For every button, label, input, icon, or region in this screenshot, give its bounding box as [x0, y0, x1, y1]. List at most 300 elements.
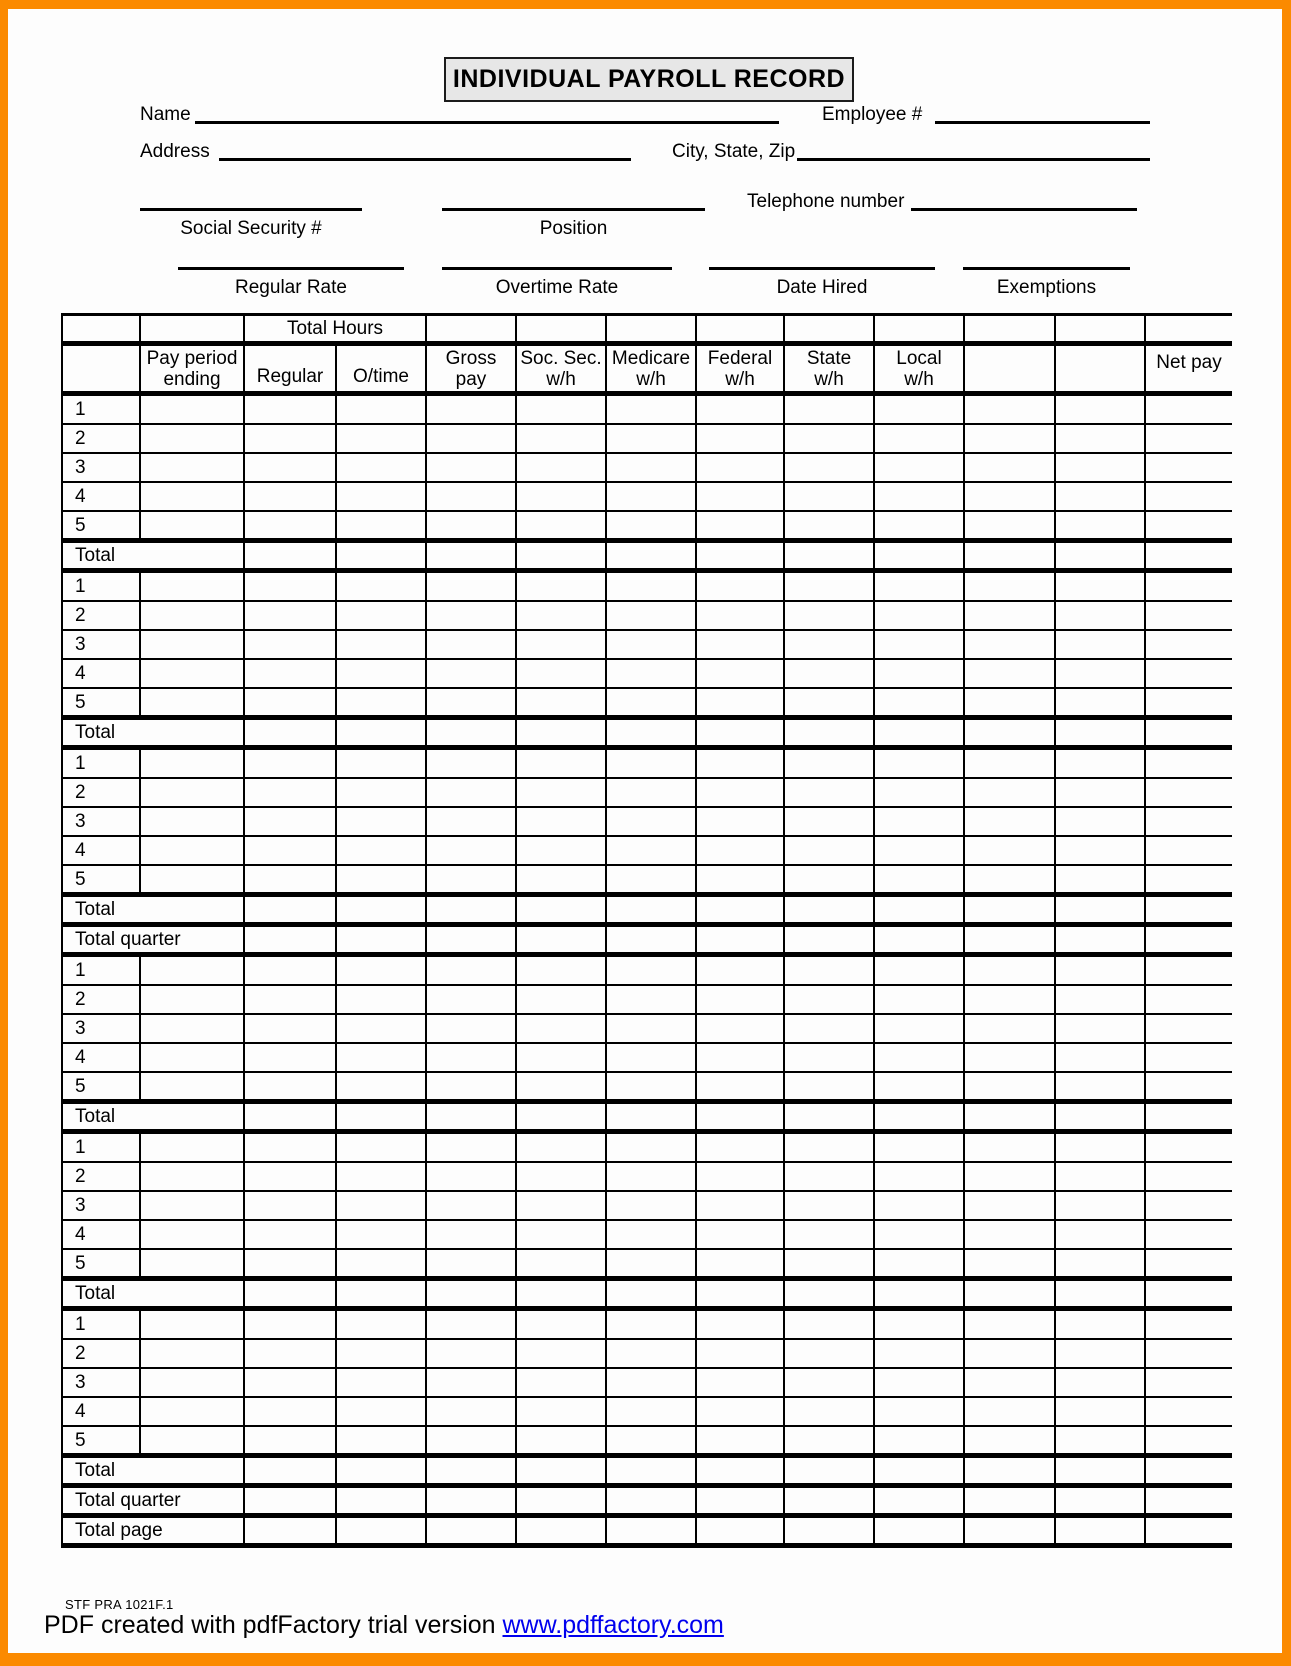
col-header-regular-hours: Regular	[245, 346, 337, 391]
blank-cell-net-pay	[1146, 454, 1232, 481]
blank-cell-blank-2	[1056, 602, 1146, 629]
blank-cell-soc-sec-wh	[517, 986, 607, 1013]
blank-cell-federal-wh	[697, 1518, 785, 1543]
blank-cell-state-wh	[785, 1192, 875, 1219]
blank-cell-soc-sec-wh	[517, 1488, 607, 1513]
blank-cell-blank-1	[965, 986, 1056, 1013]
period-row-1-block-2	[63, 573, 1232, 602]
blank-cell-pay-period-ending	[141, 866, 245, 892]
blank-cell-regular-hours	[245, 1369, 337, 1396]
row-number-cell: 2	[63, 986, 141, 1013]
blank-cell-gross-pay	[427, 1458, 517, 1483]
blank-cell-regular-hours	[245, 1398, 337, 1425]
blank-cell-otime-hours	[337, 512, 427, 538]
blank-cell-otime-hours	[337, 483, 427, 510]
blank-cell-blank-2	[1056, 483, 1146, 510]
blank-cell-regular-hours	[245, 779, 337, 806]
blank-cell-local-wh	[875, 1427, 965, 1453]
blank-cell-blank-2	[1056, 1104, 1146, 1129]
blank-cell-gross-pay	[427, 660, 517, 687]
row-number-cell: 4	[63, 483, 141, 510]
blank-cell-regular-hours	[245, 425, 337, 452]
blank-cell-blank-1	[965, 425, 1056, 452]
blank-cell-medicare-wh	[607, 1311, 697, 1338]
blank-cell-state-wh	[785, 1163, 875, 1190]
overtime-rate-label: Overtime Rate	[495, 277, 619, 298]
blank-cell-medicare-wh	[607, 957, 697, 984]
blank-cell-federal-wh	[697, 1221, 785, 1248]
blank-cell-blank-2	[1056, 1163, 1146, 1190]
th-spacer-gross-pay	[427, 316, 517, 341]
blank-cell-federal-wh	[697, 927, 785, 952]
exemptions-fill-line	[963, 267, 1130, 270]
blank-cell-blank-1	[965, 483, 1056, 510]
blank-cell-net-pay	[1146, 866, 1232, 892]
row-number-cell: 1	[63, 957, 141, 984]
blank-cell-federal-wh	[697, 1488, 785, 1513]
blank-cell-blank-2	[1056, 1340, 1146, 1367]
blank-cell-federal-wh	[697, 897, 785, 922]
blank-cell-federal-wh	[697, 660, 785, 687]
blank-cell-medicare-wh	[607, 837, 697, 864]
row-number-cell: 2	[63, 1163, 141, 1190]
blank-cell-medicare-wh	[607, 483, 697, 510]
blank-cell-gross-pay	[427, 927, 517, 952]
blank-cell-net-pay	[1146, 1369, 1232, 1396]
blank-cell-local-wh	[875, 808, 965, 835]
period-row-3-block-4	[63, 1015, 1232, 1044]
ssn-fill-line	[140, 208, 362, 211]
row-number-cell: 1	[63, 1311, 141, 1338]
blank-cell-medicare-wh	[607, 1163, 697, 1190]
row-number-cell: 4	[63, 837, 141, 864]
total-quarter-label-cell: Total quarter	[63, 1488, 245, 1513]
blank-cell-net-pay	[1146, 1163, 1232, 1190]
blank-cell-gross-pay	[427, 720, 517, 745]
blank-cell-local-wh	[875, 425, 965, 452]
blank-cell-regular-hours	[245, 1340, 337, 1367]
blank-cell-medicare-wh	[607, 927, 697, 952]
blank-cell-blank-1	[965, 1250, 1056, 1276]
blank-cell-state-wh	[785, 957, 875, 984]
blank-cell-blank-1	[965, 1398, 1056, 1425]
blank-cell-medicare-wh	[607, 1281, 697, 1306]
blank-cell-soc-sec-wh	[517, 454, 607, 481]
blank-cell-pay-period-ending	[141, 1073, 245, 1099]
blank-cell-regular-hours	[245, 957, 337, 984]
blank-cell-gross-pay	[427, 1281, 517, 1306]
period-row-3-block-2	[63, 631, 1232, 660]
blank-cell-net-pay	[1146, 543, 1232, 568]
blank-cell-regular-hours	[245, 897, 337, 922]
blank-cell-local-wh	[875, 454, 965, 481]
blank-cell-medicare-wh	[607, 897, 697, 922]
period-row-4-block-5	[63, 1221, 1232, 1250]
regular-rate-fill-line	[178, 267, 404, 270]
blank-cell-federal-wh	[697, 1073, 785, 1099]
blank-cell-blank-2	[1056, 660, 1146, 687]
blank-cell-regular-hours	[245, 808, 337, 835]
blank-cell-state-wh	[785, 512, 875, 538]
blank-cell-pay-period-ending	[141, 1398, 245, 1425]
blank-cell-blank-1	[965, 396, 1056, 423]
blank-cell-medicare-wh	[607, 425, 697, 452]
blank-cell-soc-sec-wh	[517, 689, 607, 715]
blank-cell-blank-1	[965, 543, 1056, 568]
blank-cell-gross-pay	[427, 1250, 517, 1276]
blank-cell-regular-hours	[245, 720, 337, 745]
blank-cell-otime-hours	[337, 1340, 427, 1367]
blank-cell-federal-wh	[697, 837, 785, 864]
blank-cell-federal-wh	[697, 1427, 785, 1453]
blank-cell-local-wh	[875, 1104, 965, 1129]
blank-cell-otime-hours	[337, 602, 427, 629]
row-number-cell: 5	[63, 1250, 141, 1276]
table-header-group-row	[63, 316, 1232, 346]
form-title: INDIVIDUAL PAYROLL RECORD	[452, 65, 846, 93]
total-row-block-6	[63, 1458, 1232, 1488]
row-number-cell: 5	[63, 866, 141, 892]
blank-cell-local-wh	[875, 1369, 965, 1396]
blank-cell-blank-2	[1056, 897, 1146, 922]
blank-cell-soc-sec-wh	[517, 1311, 607, 1338]
blank-cell-pay-period-ending	[141, 660, 245, 687]
address-fill-line	[219, 158, 631, 161]
blank-cell-state-wh	[785, 986, 875, 1013]
blank-cell-soc-sec-wh	[517, 1134, 607, 1161]
blank-cell-blank-1	[965, 1104, 1056, 1129]
blank-cell-state-wh	[785, 631, 875, 658]
blank-cell-otime-hours	[337, 1281, 427, 1306]
blank-cell-medicare-wh	[607, 779, 697, 806]
blank-cell-blank-2	[1056, 573, 1146, 600]
blank-cell-blank-2	[1056, 1044, 1146, 1071]
total-row-block-3	[63, 897, 1232, 927]
blank-cell-regular-hours	[245, 1044, 337, 1071]
blank-cell-medicare-wh	[607, 750, 697, 777]
period-row-3-block-1	[63, 454, 1232, 483]
blank-cell-state-wh	[785, 483, 875, 510]
blank-cell-otime-hours	[337, 1192, 427, 1219]
blank-cell-regular-hours	[245, 837, 337, 864]
th-spacer-federal-wh	[697, 316, 785, 341]
blank-cell-local-wh	[875, 986, 965, 1013]
blank-cell-medicare-wh	[607, 1427, 697, 1453]
blank-cell-medicare-wh	[607, 660, 697, 687]
blank-cell-pay-period-ending	[141, 454, 245, 481]
blank-cell-blank-1	[965, 779, 1056, 806]
blank-cell-otime-hours	[337, 1250, 427, 1276]
blank-cell-state-wh	[785, 660, 875, 687]
blank-cell-medicare-wh	[607, 689, 697, 715]
blank-cell-blank-1	[965, 1073, 1056, 1099]
blank-cell-blank-2	[1056, 1458, 1146, 1483]
blank-cell-local-wh	[875, 512, 965, 538]
blank-cell-soc-sec-wh	[517, 602, 607, 629]
blank-cell-blank-2	[1056, 543, 1146, 568]
blank-cell-soc-sec-wh	[517, 837, 607, 864]
blank-cell-blank-2	[1056, 454, 1146, 481]
blank-cell-state-wh	[785, 1015, 875, 1042]
blank-cell-medicare-wh	[607, 512, 697, 538]
blank-cell-blank-1	[965, 1458, 1056, 1483]
blank-cell-pay-period-ending	[141, 1044, 245, 1071]
row-number-cell: 1	[63, 750, 141, 777]
blank-cell-blank-1	[965, 1488, 1056, 1513]
blank-cell-blank-1	[965, 1518, 1056, 1543]
blank-cell-soc-sec-wh	[517, 512, 607, 538]
blank-cell-medicare-wh	[607, 543, 697, 568]
th-spacer-medicare-wh	[607, 316, 697, 341]
blank-cell-soc-sec-wh	[517, 750, 607, 777]
blank-cell-regular-hours	[245, 1134, 337, 1161]
blank-cell-blank-1	[965, 1163, 1056, 1190]
blank-cell-gross-pay	[427, 1340, 517, 1367]
row-number-cell: 4	[63, 1044, 141, 1071]
blank-cell-federal-wh	[697, 1369, 785, 1396]
blank-cell-soc-sec-wh	[517, 1340, 607, 1367]
blank-cell-otime-hours	[337, 660, 427, 687]
row-number-cell: 1	[63, 573, 141, 600]
blank-cell-gross-pay	[427, 425, 517, 452]
blank-cell-federal-wh	[697, 1340, 785, 1367]
blank-cell-federal-wh	[697, 986, 785, 1013]
blank-cell-medicare-wh	[607, 1073, 697, 1099]
blank-cell-local-wh	[875, 1398, 965, 1425]
period-row-3-block-6	[63, 1369, 1232, 1398]
blank-cell-net-pay	[1146, 1488, 1232, 1513]
pdffactory-link[interactable]: www.pdffactory.com	[502, 1611, 724, 1639]
blank-cell-state-wh	[785, 750, 875, 777]
blank-cell-soc-sec-wh	[517, 573, 607, 600]
blank-cell-gross-pay	[427, 897, 517, 922]
blank-cell-state-wh	[785, 1134, 875, 1161]
blank-cell-gross-pay	[427, 1192, 517, 1219]
blank-cell-gross-pay	[427, 1104, 517, 1129]
col-header-row-number	[63, 346, 141, 391]
blank-cell-pay-period-ending	[141, 1311, 245, 1338]
blank-cell-medicare-wh	[607, 1192, 697, 1219]
blank-cell-state-wh	[785, 1427, 875, 1453]
blank-cell-blank-2	[1056, 1015, 1146, 1042]
blank-cell-soc-sec-wh	[517, 425, 607, 452]
th-spacer-blank-1	[965, 316, 1056, 341]
blank-cell-net-pay	[1146, 1518, 1232, 1543]
blank-cell-blank-2	[1056, 512, 1146, 538]
blank-cell-blank-1	[965, 897, 1056, 922]
blank-cell-local-wh	[875, 1311, 965, 1338]
blank-cell-otime-hours	[337, 1427, 427, 1453]
blank-cell-federal-wh	[697, 1104, 785, 1129]
blank-cell-federal-wh	[697, 454, 785, 481]
blank-cell-blank-2	[1056, 957, 1146, 984]
blank-cell-regular-hours	[245, 1427, 337, 1453]
blank-cell-regular-hours	[245, 1073, 337, 1099]
address-label: Address	[140, 141, 210, 162]
blank-cell-gross-pay	[427, 837, 517, 864]
blank-cell-gross-pay	[427, 573, 517, 600]
blank-cell-pay-period-ending	[141, 1015, 245, 1042]
blank-cell-gross-pay	[427, 1073, 517, 1099]
blank-cell-local-wh	[875, 720, 965, 745]
blank-cell-pay-period-ending	[141, 1340, 245, 1367]
blank-cell-regular-hours	[245, 1250, 337, 1276]
blank-cell-gross-pay	[427, 1311, 517, 1338]
blank-cell-state-wh	[785, 1518, 875, 1543]
blank-cell-blank-2	[1056, 1250, 1146, 1276]
blank-cell-local-wh	[875, 1281, 965, 1306]
blank-cell-local-wh	[875, 543, 965, 568]
row-number-cell: 3	[63, 1369, 141, 1396]
blank-cell-regular-hours	[245, 1488, 337, 1513]
blank-cell-blank-2	[1056, 1398, 1146, 1425]
blank-cell-otime-hours	[337, 927, 427, 952]
regular-rate-label: Regular Rate	[235, 277, 347, 298]
total-row-block-2	[63, 720, 1232, 750]
blank-cell-local-wh	[875, 1073, 965, 1099]
blank-cell-local-wh	[875, 1458, 965, 1483]
row-number-cell: 5	[63, 512, 141, 538]
blank-cell-medicare-wh	[607, 1044, 697, 1071]
blank-cell-medicare-wh	[607, 866, 697, 892]
blank-cell-soc-sec-wh	[517, 483, 607, 510]
blank-cell-pay-period-ending	[141, 779, 245, 806]
blank-cell-federal-wh	[697, 396, 785, 423]
blank-cell-pay-period-ending	[141, 1427, 245, 1453]
row-number-cell: 3	[63, 454, 141, 481]
blank-cell-soc-sec-wh	[517, 1281, 607, 1306]
blank-cell-pay-period-ending	[141, 483, 245, 510]
blank-cell-net-pay	[1146, 1044, 1232, 1071]
blank-cell-state-wh	[785, 927, 875, 952]
blank-cell-state-wh	[785, 1340, 875, 1367]
blank-cell-blank-2	[1056, 1369, 1146, 1396]
position-fill-line	[442, 208, 705, 211]
blank-cell-gross-pay	[427, 957, 517, 984]
blank-cell-pay-period-ending	[141, 512, 245, 538]
period-row-5-block-3	[63, 866, 1232, 897]
period-row-1-block-3	[63, 750, 1232, 779]
blank-cell-soc-sec-wh	[517, 720, 607, 745]
blank-cell-blank-1	[965, 1221, 1056, 1248]
blank-cell-federal-wh	[697, 808, 785, 835]
blank-cell-soc-sec-wh	[517, 631, 607, 658]
blank-cell-otime-hours	[337, 1163, 427, 1190]
th-row-number-spacer	[63, 316, 141, 341]
period-row-5-block-2	[63, 689, 1232, 720]
blank-cell-medicare-wh	[607, 1104, 697, 1129]
blank-cell-gross-pay	[427, 1427, 517, 1453]
blank-cell-gross-pay	[427, 602, 517, 629]
blank-cell-net-pay	[1146, 986, 1232, 1013]
blank-cell-net-pay	[1146, 1192, 1232, 1219]
blank-cell-federal-wh	[697, 957, 785, 984]
blank-cell-soc-sec-wh	[517, 396, 607, 423]
blank-cell-federal-wh	[697, 779, 785, 806]
blank-cell-soc-sec-wh	[517, 660, 607, 687]
position-label: Position	[539, 218, 608, 239]
blank-cell-otime-hours	[337, 1398, 427, 1425]
blank-cell-pay-period-ending	[141, 689, 245, 715]
period-row-1-block-4	[63, 957, 1232, 986]
row-number-cell: 3	[63, 1015, 141, 1042]
blank-cell-regular-hours	[245, 689, 337, 715]
blank-cell-pay-period-ending	[141, 837, 245, 864]
col-header-blank-2	[1056, 346, 1146, 391]
blank-cell-blank-1	[965, 1427, 1056, 1453]
blank-cell-otime-hours	[337, 1073, 427, 1099]
blank-cell-pay-period-ending	[141, 1192, 245, 1219]
th-spacer-soc-sec-wh	[517, 316, 607, 341]
blank-cell-otime-hours	[337, 808, 427, 835]
blank-cell-otime-hours	[337, 866, 427, 892]
total-row-block-1	[63, 543, 1232, 573]
total-label-cell: Total	[63, 1458, 245, 1483]
blank-cell-net-pay	[1146, 927, 1232, 952]
blank-cell-local-wh	[875, 1488, 965, 1513]
blank-cell-blank-1	[965, 602, 1056, 629]
blank-cell-federal-wh	[697, 866, 785, 892]
blank-cell-gross-pay	[427, 779, 517, 806]
blank-cell-soc-sec-wh	[517, 779, 607, 806]
blank-cell-medicare-wh	[607, 1488, 697, 1513]
blank-cell-blank-1	[965, 720, 1056, 745]
blank-cell-local-wh	[875, 602, 965, 629]
blank-cell-gross-pay	[427, 1134, 517, 1161]
date-hired-fill-line	[709, 267, 935, 270]
blank-cell-otime-hours	[337, 1311, 427, 1338]
exemptions-label: Exemptions	[996, 277, 1097, 298]
blank-cell-net-pay	[1146, 1221, 1232, 1248]
total-quarter-row-block-3	[63, 927, 1232, 957]
blank-cell-federal-wh	[697, 1015, 785, 1042]
blank-cell-net-pay	[1146, 602, 1232, 629]
blank-cell-blank-1	[965, 750, 1056, 777]
blank-cell-local-wh	[875, 483, 965, 510]
col-header-pay-period-ending: Pay period ending	[141, 346, 245, 391]
blank-cell-state-wh	[785, 1369, 875, 1396]
blank-cell-blank-1	[965, 957, 1056, 984]
blank-cell-state-wh	[785, 1281, 875, 1306]
blank-cell-net-pay	[1146, 1104, 1232, 1129]
blank-cell-pay-period-ending	[141, 1369, 245, 1396]
blank-cell-soc-sec-wh	[517, 1073, 607, 1099]
blank-cell-state-wh	[785, 720, 875, 745]
blank-cell-local-wh	[875, 573, 965, 600]
blank-cell-local-wh	[875, 1250, 965, 1276]
blank-cell-gross-pay	[427, 512, 517, 538]
blank-cell-soc-sec-wh	[517, 866, 607, 892]
blank-cell-local-wh	[875, 396, 965, 423]
blank-cell-medicare-wh	[607, 986, 697, 1013]
blank-cell-net-pay	[1146, 1134, 1232, 1161]
blank-cell-blank-1	[965, 866, 1056, 892]
blank-cell-otime-hours	[337, 779, 427, 806]
blank-cell-blank-2	[1056, 1134, 1146, 1161]
blank-cell-medicare-wh	[607, 396, 697, 423]
blank-cell-soc-sec-wh	[517, 1044, 607, 1071]
total-quarter-row-block-6	[63, 1488, 1232, 1518]
blank-cell-soc-sec-wh	[517, 808, 607, 835]
blank-cell-medicare-wh	[607, 573, 697, 600]
blank-cell-medicare-wh	[607, 454, 697, 481]
blank-cell-gross-pay	[427, 808, 517, 835]
blank-cell-blank-1	[965, 808, 1056, 835]
blank-cell-federal-wh	[697, 1398, 785, 1425]
blank-cell-otime-hours	[337, 1134, 427, 1161]
blank-cell-net-pay	[1146, 957, 1232, 984]
form-title-box	[444, 57, 854, 102]
